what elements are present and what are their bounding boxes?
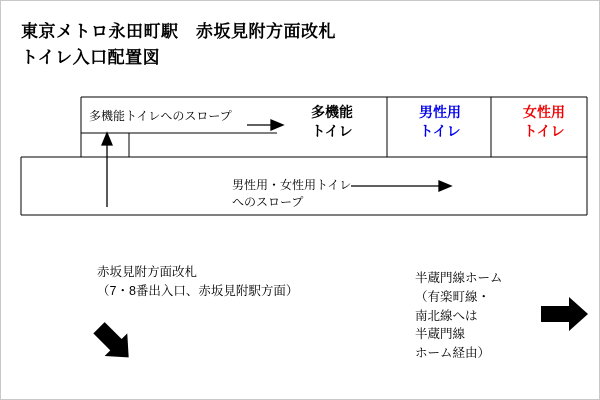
arrow-down-left-icon bbox=[87, 321, 135, 367]
room-label-male-line2: トイレ bbox=[419, 122, 461, 139]
caption-hanzomon-line1: 半蔵門線ホーム bbox=[415, 271, 503, 285]
arrow-up-slope-icon bbox=[102, 133, 112, 207]
title-line-2: トイレ入口配置図 bbox=[21, 47, 161, 67]
caption-hanzomon-line5: ホーム経由） bbox=[415, 346, 491, 360]
caption-gate-line2: （7・8番出入口、赤坂見附駅方面） bbox=[97, 283, 299, 298]
room-label-multipurpose-line1: 多機能 bbox=[311, 104, 353, 120]
slope-label-mf-line2: へのスロープ bbox=[232, 195, 304, 210]
slope-label-male-female bbox=[232, 177, 351, 212]
caption-gate-line1: 赤坂見附方面改札 bbox=[97, 265, 198, 279]
arrow-right-mf-slope-icon bbox=[351, 181, 451, 191]
room-label-multipurpose-line2: トイレ bbox=[311, 122, 353, 139]
room-label-multipurpose bbox=[287, 103, 377, 141]
caption-hanzomon-line3: 南北線へは bbox=[415, 308, 478, 323]
slope-label-mf-line1: 男性用・女性用トイレ bbox=[232, 178, 352, 192]
room-label-female-line2: トイレ bbox=[523, 122, 565, 139]
caption-hanzomon bbox=[415, 269, 503, 363]
floor-plan bbox=[1, 89, 600, 229]
arrow-right-icon bbox=[541, 295, 589, 333]
room-label-female bbox=[501, 103, 587, 141]
caption-hanzomon-line2: （有楽町線・ bbox=[415, 289, 491, 304]
caption-gate bbox=[97, 263, 298, 301]
page-title bbox=[21, 19, 336, 70]
arrow-right-multipurpose-icon bbox=[247, 120, 283, 130]
title-line-1: 東京メトロ永田町駅 赤坂見附方面改札 bbox=[21, 22, 336, 41]
room-label-male-line1: 男性用 bbox=[419, 104, 461, 120]
room-label-male bbox=[397, 103, 483, 141]
caption-hanzomon-line4: 半蔵門線 bbox=[415, 327, 466, 342]
room-label-female-line1: 女性用 bbox=[523, 104, 565, 120]
slope-label-multipurpose: 多機能トイレへのスロープ bbox=[89, 109, 232, 123]
